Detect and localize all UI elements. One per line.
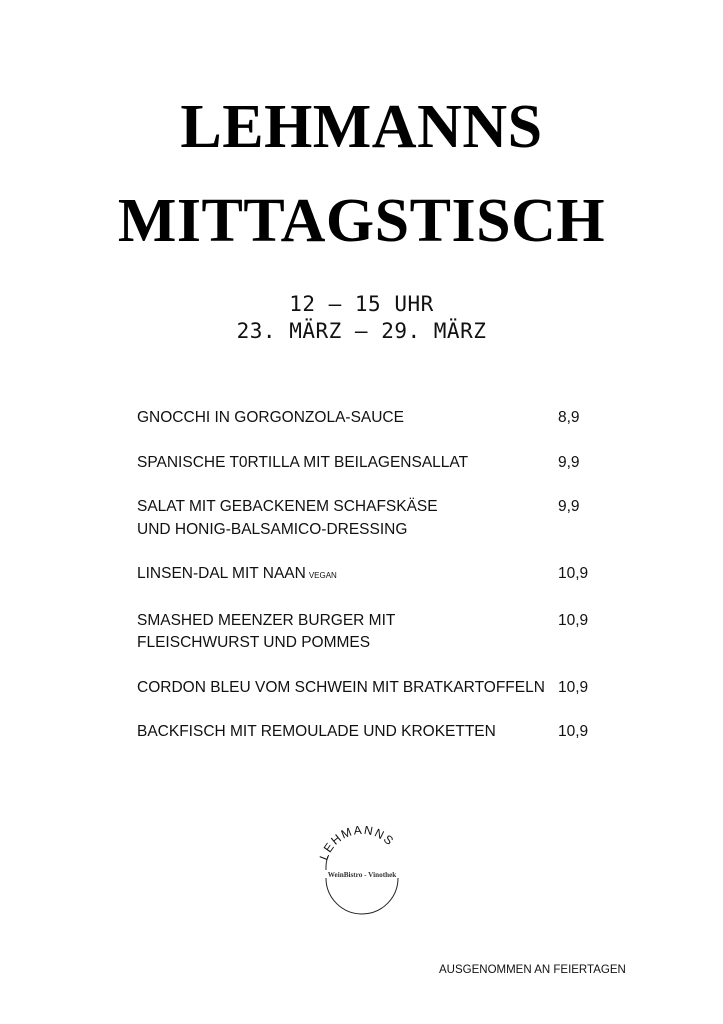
holiday-note: AUSGENOMMEN AN FEIERTAGEN bbox=[439, 964, 626, 976]
menu-item-name-line2: FLEISCHWURST UND POMMES bbox=[137, 634, 371, 651]
logo-subtitle: WeinBistro - Vinothek bbox=[327, 871, 397, 879]
date-range: 23. MÄRZ – 29. MÄRZ bbox=[236, 319, 487, 343]
menu-item-name: GNOCCHI IN GORGONZOLA-SAUCE bbox=[137, 409, 404, 426]
svg-text:LEHMANNS bbox=[317, 826, 398, 862]
page-title-line2: MITTAGSTISCH bbox=[117, 187, 606, 255]
menu-item bbox=[137, 407, 597, 430]
menu-item-name: SPANISCHE T0RTILLA MIT BEILAGENSALLAT bbox=[137, 453, 469, 471]
menu-item-name-line2: UND HONIG-BALSAMICO-DRESSING bbox=[137, 520, 408, 538]
menu-list bbox=[137, 407, 597, 744]
lehmanns-logo bbox=[316, 826, 408, 916]
menu-item-price: 8,9 bbox=[558, 409, 580, 426]
opening-hours: 12 – 15 UHR bbox=[289, 292, 434, 316]
logo-brand: LEHMANNS bbox=[316, 826, 398, 863]
menu-item-price: 9,9 bbox=[558, 498, 580, 515]
menu-item-price: 10,9 bbox=[558, 678, 589, 696]
menu-item-name: SMASHED MEENZER BURGER MIT bbox=[137, 611, 396, 629]
logo-circle-icon bbox=[316, 826, 408, 916]
menu-item bbox=[137, 452, 597, 475]
menu-item-price: 10,9 bbox=[558, 611, 589, 629]
menu-item-name: CORDON BLEU VOM SCHWEIN MIT BRATKARTOFFELN bbox=[137, 678, 545, 696]
menu-item bbox=[137, 563, 597, 588]
menu-item-price: 10,9 bbox=[558, 565, 589, 582]
vegan-tag: VEGAN bbox=[308, 571, 337, 580]
menu-item bbox=[137, 677, 597, 700]
menu-item-price: 10,9 bbox=[558, 723, 589, 740]
menu-item bbox=[137, 610, 597, 655]
menu-item-name: SALAT MIT GEBACKENEM SCHAFSKÄSE bbox=[137, 498, 438, 515]
menu-item bbox=[137, 496, 597, 541]
menu-item bbox=[137, 721, 597, 744]
menu-item-name: LINSEN-DAL MIT NAAN bbox=[137, 565, 306, 582]
menu-item-name: BACKFISCH MIT REMOULADE UND KROKETTEN bbox=[137, 723, 496, 740]
page-title-line1: LEHMANNS bbox=[180, 93, 543, 161]
menu-item-price: 9,9 bbox=[558, 453, 580, 471]
menu-item-name-wrap bbox=[137, 563, 547, 588]
